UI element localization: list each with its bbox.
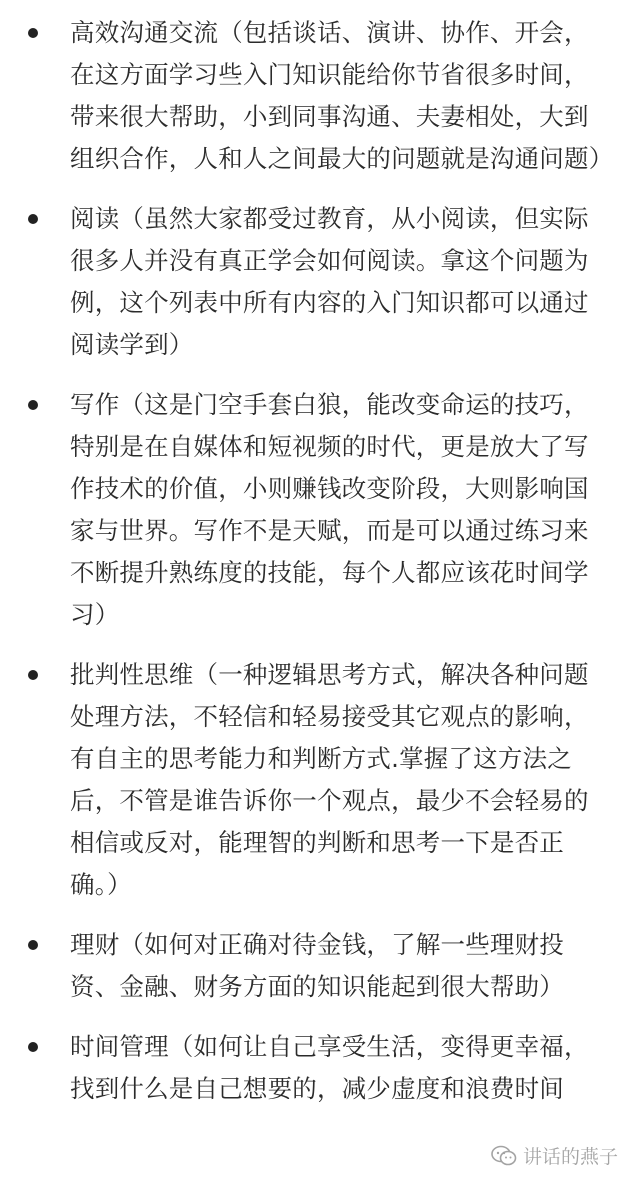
watermark-text: 讲话的燕子 [522, 1146, 618, 1168]
bullet-dot [28, 400, 38, 410]
watermark [491, 1142, 618, 1169]
bullet-dot [28, 214, 38, 224]
list-item [0, 384, 610, 636]
list-item-text: 批判性思维（一种逻辑思考方式，解决各种问题处理方法，不轻信和轻易接受其它观点的影响，有自主的思考能力和判断方式.掌握了这方法之后，不管是谁告诉你一个观点，最少不会轻易的相信或反对，能理智的判断和思考一下是否正确。） [70, 660, 589, 899]
bullet-dot [28, 28, 38, 38]
list-item-text: 阅读（虽然大家都受过教育，从小阅读，但实际很多人并没有真正学会如何阅读。拿这个问题为例，这个列表中所有内容的入门知识都可以通过阅读学到） [70, 204, 589, 359]
list-item-text: 写作（这是门空手套白狼，能改变命运的技巧，特别是在自媒体和短视频的时代，更是放大了写作技术的价值，小则赚钱改变阶段，大则影响国家与世界。写作不是天赋，而是可以通过练习来不断提升熟练度的技能，每个人都应该花时间学习） [70, 390, 589, 629]
bullet-dot [28, 670, 38, 680]
list-item-text: 时间管理（如何让自己享受生活，变得更幸福，找到什么是自己想要的，减少虚度和浪费时间 [70, 1032, 589, 1103]
bullet-dot [28, 1042, 38, 1052]
bullet-dot [28, 940, 38, 950]
list-item-text: 高效沟通交流（包括谈话、演讲、协作、开会，在这方面学习些入门知识能给你节省很多时间，带来很大帮助，小到同事沟通、夫妻相处，大到组织合作，人和人之间最大的问题就是沟通问题） [70, 18, 614, 173]
list-item [0, 12, 614, 180]
list-item [0, 198, 610, 366]
list-item [0, 654, 610, 906]
list-item-text: 理财（如何对正确对待金钱，了解一些理财投资、金融、财务方面的知识能起到很大帮助） [70, 930, 564, 1001]
wechat-icon [491, 1145, 517, 1167]
list-item [0, 924, 610, 1008]
list-item [0, 1026, 610, 1110]
